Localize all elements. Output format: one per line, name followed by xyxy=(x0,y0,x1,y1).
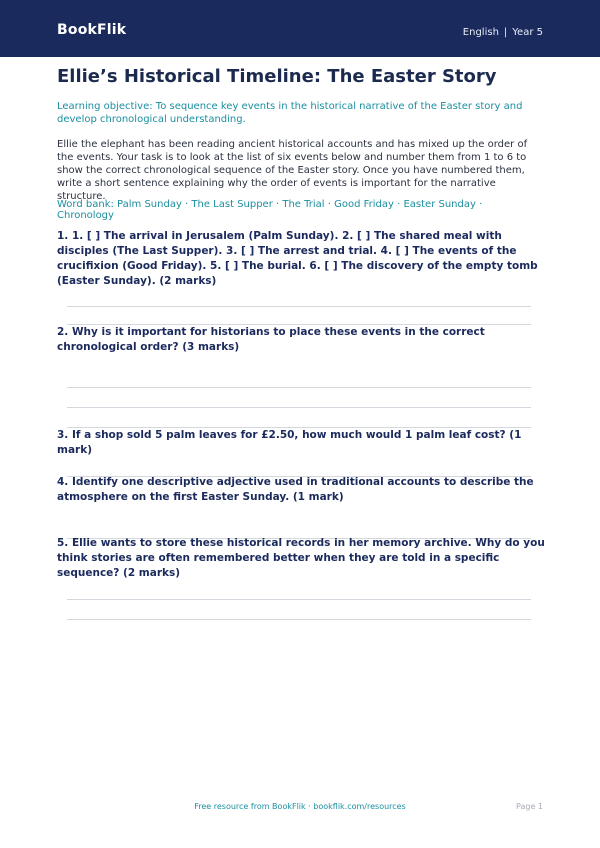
question-4: 4. Identify one descriptive adjective used in traditional accounts to describe the atmosphere on the first Easter Sunday. (1 mark) xyxy=(57,476,534,503)
learning-objective: Learning objective: To sequence key events in the historical narrative of the Easter story and develop chronological understanding. xyxy=(57,101,523,125)
footer-link[interactable]: Free resource from BookFlik · bookflik.com/resources xyxy=(194,802,406,811)
question-2: 2. Why is it important for historians to place these events in the correct chronological order? (3 marks) xyxy=(57,326,485,353)
answer-line[interactable] xyxy=(67,387,531,388)
answer-line[interactable] xyxy=(67,619,531,620)
intro-paragraph: Ellie the elephant has been reading ancient historical accounts and has mixed up the order of the events. Your task is to look at the list of six events below and number them from 1 to 6 to show the correct chronological sequence of the Easter story. Once you have numbered them, write a short sentence explaining why the order of events is important for the narrative structure. xyxy=(57,139,528,202)
question-5: 5. Ellie wants to store these historical records in her memory archive. Why do you think stories are often remembered better when they are told in a specific sequence? (2 marks) xyxy=(57,537,545,579)
subject-label: English xyxy=(462,27,499,38)
meta-separator: | xyxy=(503,27,508,38)
page-number: Page 1 xyxy=(516,802,543,811)
question-1: 1. 1. [ ] The arrival in Jerusalem (Palm Sunday). 2. [ ] The shared meal with disciples (The Last Supper). 3. [ ] The arrest and trial. 4. [ ] The events of the crucifixion (Good Friday). 5. [ ] The burial. 6. [ ] The discovery of the empty tomb (Easter Sunday). (2 marks) xyxy=(57,230,538,287)
brand-logo: BookFlik xyxy=(57,22,127,38)
question-3: 3. If a shop sold 5 palm leaves for £2.50, how much would 1 palm leaf cost? (1 mark) xyxy=(57,429,522,456)
word-bank: Word bank: Palm Sunday · The Last Supper · The Trial · Good Friday · Easter Sunday · Chronology xyxy=(57,199,483,221)
answer-line[interactable] xyxy=(67,306,531,307)
header-bar xyxy=(0,0,600,57)
year-label: Year 5 xyxy=(512,27,543,38)
page-title: Ellie’s Historical Timeline: The Easter Story xyxy=(57,66,497,87)
header-meta xyxy=(463,27,543,38)
answer-line[interactable] xyxy=(67,407,531,408)
answer-line[interactable] xyxy=(67,599,531,600)
